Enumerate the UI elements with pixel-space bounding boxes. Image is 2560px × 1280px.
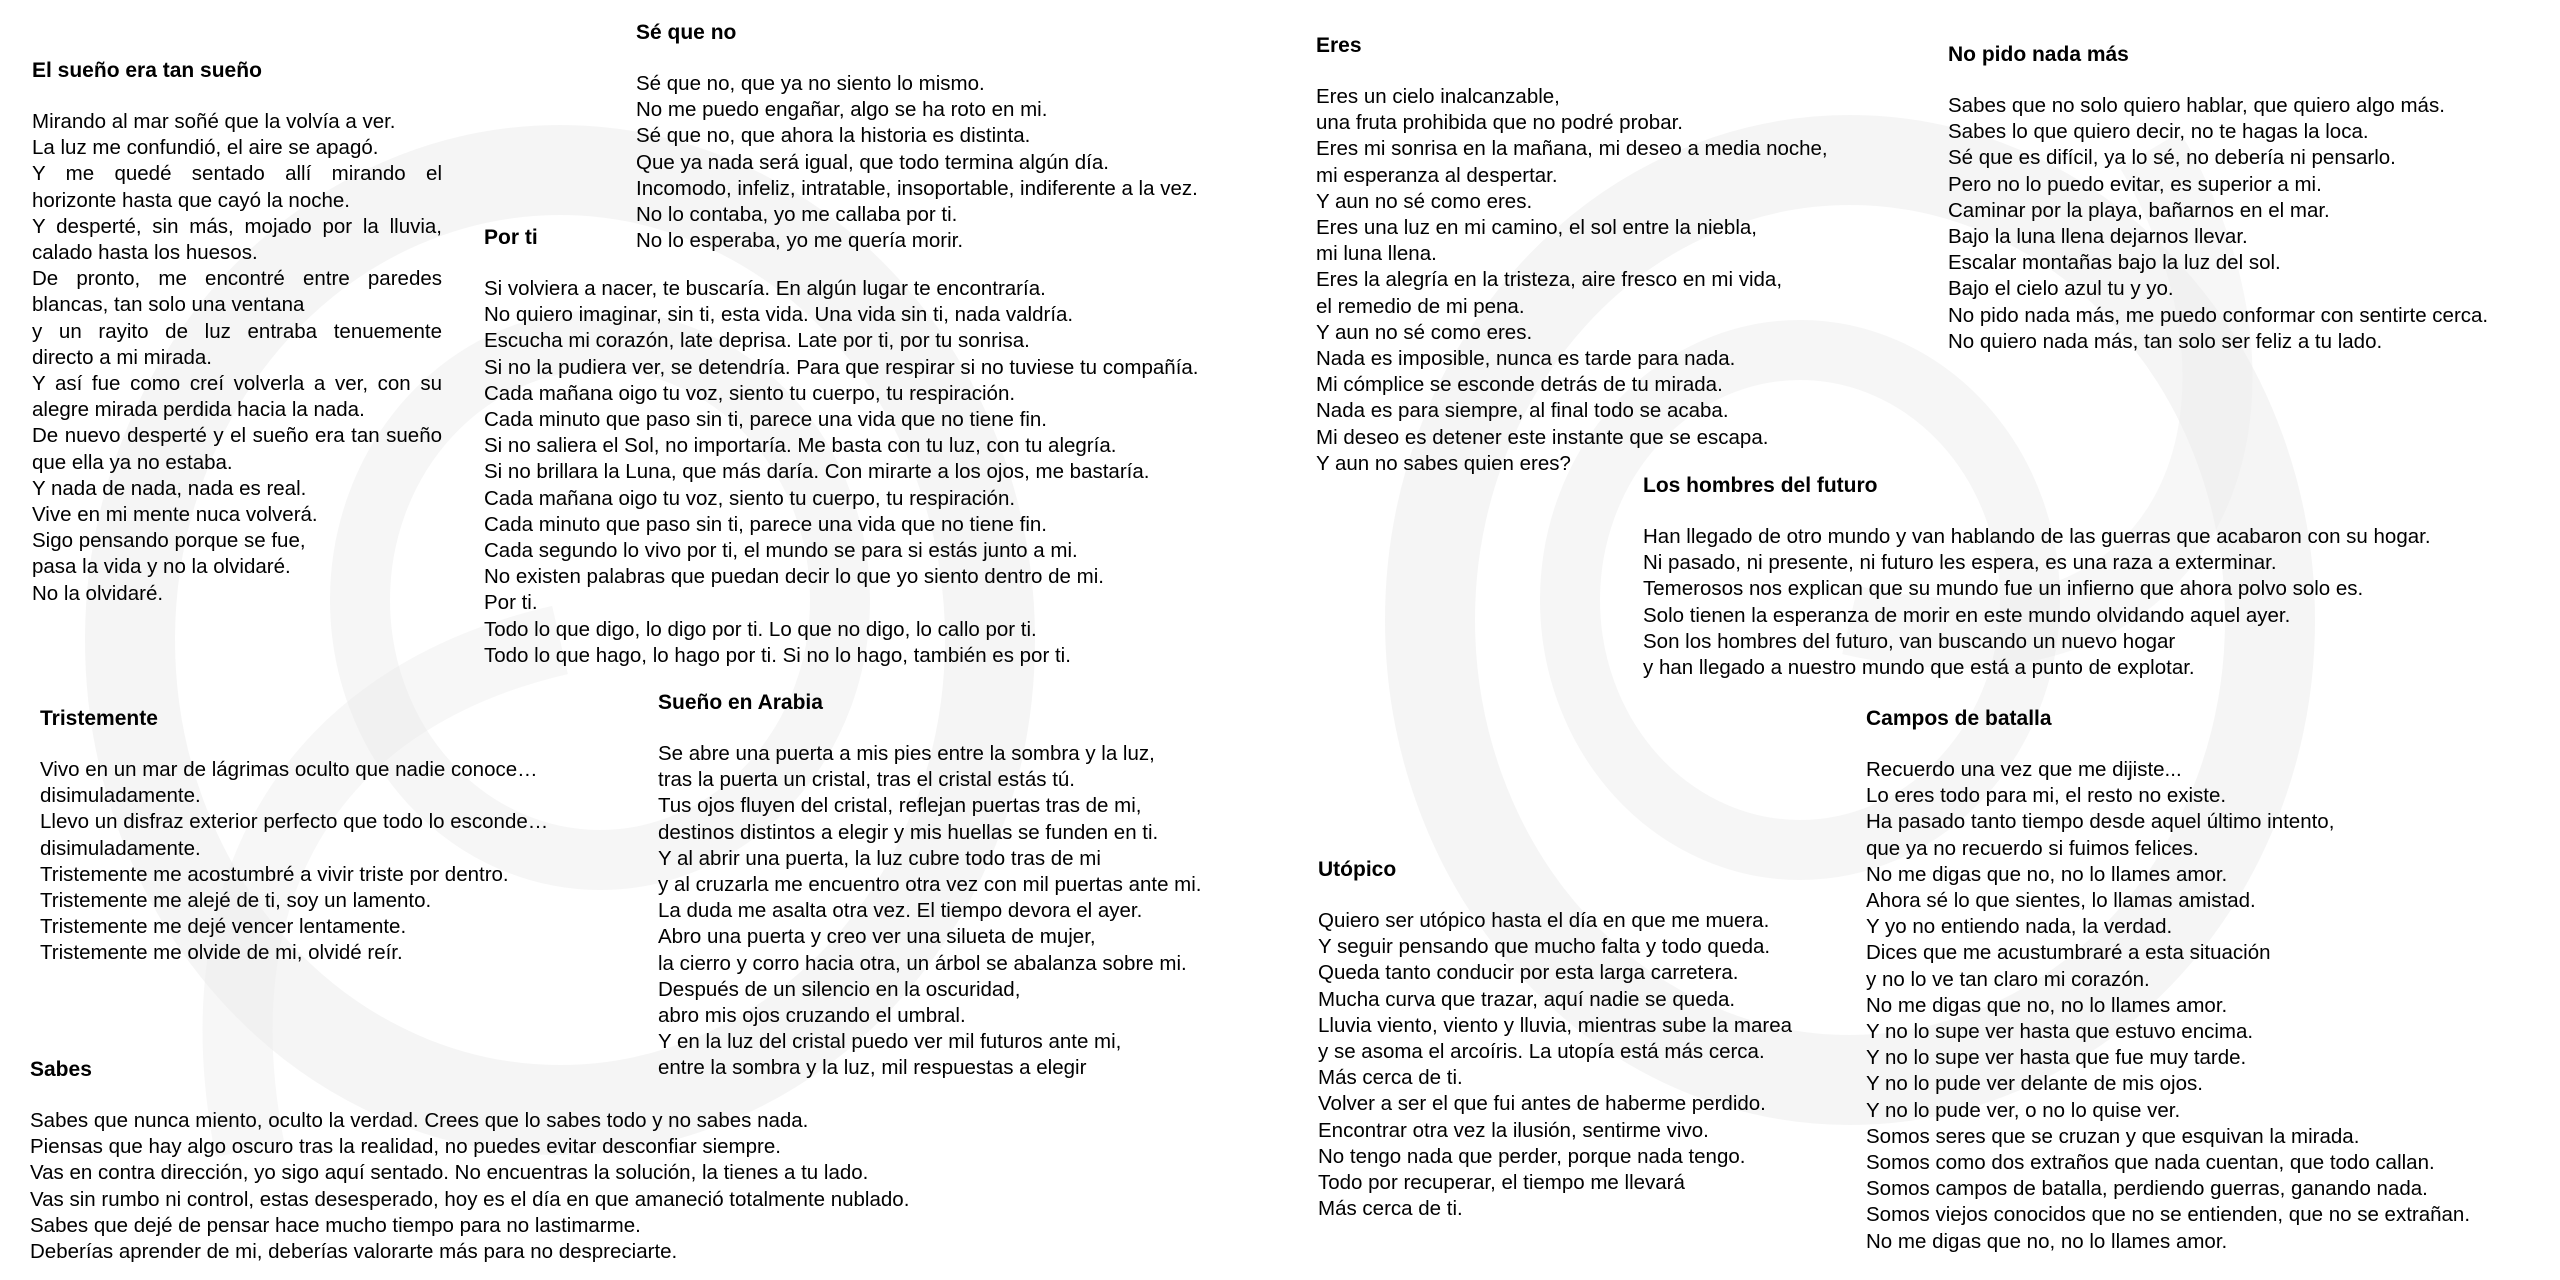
poem-line: Encontrar otra vez la ilusión, sentirme vivo. bbox=[1318, 1118, 1709, 1142]
poem-line: Y desperté, sin más, mojado por la lluvia, calado hasta los huesos. bbox=[32, 214, 442, 265]
poem-sabes bbox=[30, 1057, 909, 1265]
poem-el-sueno-era-tan-sueno bbox=[32, 58, 442, 607]
poem-line: Abro una puerta y creo ver una silueta de mujer, bbox=[658, 925, 1096, 949]
poem-line: Y nada de nada, nada es real. bbox=[32, 476, 307, 500]
poem-line: Piensas que hay algo oscuro tras la realidad, no puedes evitar desconfiar siempre. bbox=[30, 1135, 781, 1159]
poem-line: y no lo ve tan claro mi corazón. bbox=[1866, 967, 2150, 991]
poem-line: No me digas que no, no lo llames amor. bbox=[1866, 862, 2228, 886]
poem-line: Nada es para siempre, al final todo se acaba. bbox=[1316, 399, 1729, 423]
poem-line: y al cruzarla me encuentro otra vez con mil puertas ante mi. bbox=[658, 873, 1202, 897]
poem-line: Mirando al mar soñé que la volvía a ver. bbox=[32, 110, 396, 133]
poem-eres bbox=[1316, 33, 1828, 477]
poem-tristemente bbox=[40, 706, 548, 967]
poem-line: No pido nada más, me puedo conformar con sentirte cerca. bbox=[1948, 303, 2489, 327]
poem-line: Cada minuto que paso sin ti, parece una vida que no tiene fin. bbox=[484, 512, 1047, 536]
poem-line: Caminar por la playa, bañarnos en el mar. bbox=[1948, 198, 2330, 222]
poem-line: Somos como dos extraños que nada cuentan, que todo callan. bbox=[1866, 1151, 2435, 1175]
poem-title: Sabes bbox=[30, 1058, 92, 1081]
poem-line: tras la puerta un cristal, tras el cristal estás tú. bbox=[658, 768, 1075, 792]
poem-line: Volver a ser el que fui antes de haberme perdido. bbox=[1318, 1092, 1766, 1116]
poem-line: el remedio de mi pena. bbox=[1316, 294, 1525, 318]
poem-line: Todo lo que digo, lo digo por ti. Lo que no digo, lo callo por ti. bbox=[484, 617, 1037, 641]
poem-line: Tristemente me alejé de ti, soy un lamento. bbox=[40, 889, 432, 913]
poem-line: Vivo en un mar de lágrimas oculto que nadie conoce… bbox=[40, 758, 538, 781]
poem-title: Tristemente bbox=[40, 707, 158, 730]
poem-line: que ya no recuerdo si fuimos felices. bbox=[1866, 836, 2199, 860]
poem-campos-de-batalla bbox=[1866, 706, 2470, 1255]
poem-line: Más cerca de ti. bbox=[1318, 1197, 1463, 1221]
poem-por-ti bbox=[484, 225, 1199, 669]
poem-line: Bajo el cielo azul tu y yo. bbox=[1948, 277, 2174, 301]
poem-line: Han llegado de otro mundo y van hablando de las guerras que acabaron con su hogar. bbox=[1643, 525, 2431, 548]
poem-line: Y así fue como creí volverla a ver, con su alegre mirada perdida hacia la nada. bbox=[32, 372, 442, 422]
poem-line: destinos distintos a elegir y mis huellas se funden en ti. bbox=[658, 820, 1159, 844]
poem-line: Sé que es difícil, ya lo sé, no debería ni pensarlo. bbox=[1948, 146, 2396, 170]
poem-line: Y aun no sabes quien eres? bbox=[1316, 451, 1571, 475]
poem-line: Tristemente me olvide de mi, olvidé reír. bbox=[40, 941, 403, 965]
poem-line: Después de un silencio en la oscuridad, bbox=[658, 977, 1021, 1001]
poem-line: No quiero imaginar, sin ti, esta vida. Una vida sin ti, nada valdría. bbox=[484, 303, 1074, 327]
poem-line: Quiero ser utópico hasta el día en que me muera. bbox=[1318, 909, 1770, 932]
poem-line: Vas en contra dirección, yo sigo aquí sentado. No encuentras la solución, la tienes a tu lado. bbox=[30, 1161, 869, 1185]
poem-line: Sigo pensando porque se fue, bbox=[32, 529, 306, 553]
poem-line: disimuladamente. bbox=[40, 784, 201, 808]
poem-line: Tristemente me dejé vencer lentamente. bbox=[40, 915, 407, 939]
poem-line: entre la sombra y la luz, mil respuestas a elegir bbox=[658, 1056, 1087, 1080]
poem-line: y han llegado a nuestro mundo que está a punto de explotar. bbox=[1643, 656, 2195, 680]
poem-line: La luz me confundió, el aire se apagó. bbox=[32, 136, 379, 160]
poem-line: y se asoma el arcoíris. La utopía está más cerca. bbox=[1318, 1040, 1765, 1064]
poem-line: Cada segundo lo vivo por ti, el mundo se para si estás junto a mi. bbox=[484, 539, 1078, 563]
poem-line: Más cerca de ti. bbox=[1318, 1066, 1463, 1090]
poem-line: No lo contaba, yo me callaba por ti. bbox=[636, 203, 958, 227]
poem-line: Somos campos de batalla, perdiendo guerras, ganando nada. bbox=[1866, 1177, 2428, 1201]
poem-line: Y yo no entiendo nada, la verdad. bbox=[1866, 915, 2173, 939]
poem-title: Por ti bbox=[484, 226, 538, 249]
poem-line: Escalar montañas bajo la luz del sol. bbox=[1948, 251, 2281, 275]
poem-line: Eres mi sonrisa en la mañana, mi deseo a media noche, bbox=[1316, 137, 1828, 161]
poem-line: Vive en mi mente nuca volverá. bbox=[32, 503, 318, 527]
poem-sueno-en-arabia bbox=[658, 690, 1202, 1082]
poem-line: Se abre una puerta a mis pies entre la sombra y la luz, bbox=[658, 742, 1155, 765]
poem-line: No quiero nada más, tan solo ser feliz a tu lado. bbox=[1948, 329, 2383, 353]
poem-line: De pronto, me encontré entre paredes blancas, tan solo una ventana bbox=[32, 267, 442, 317]
poem-line: Que ya nada será igual, que todo termina algún día. bbox=[636, 150, 1109, 174]
poem-title: Campos de batalla bbox=[1866, 707, 2052, 730]
poem-line: Ni pasado, ni presente, ni futuro les espera, es una raza a exterminar. bbox=[1643, 551, 2277, 575]
poem-title: Sueño en Arabia bbox=[658, 691, 823, 714]
poem-line: Sabes que no solo quiero hablar, que quiero algo más. bbox=[1948, 94, 2445, 117]
poem-line: Temerosos nos explican que su mundo fue un infierno que ahora polvo solo es. bbox=[1643, 577, 2364, 601]
poem-line: No existen palabras que puedan decir lo que yo siento dentro de mi. bbox=[484, 565, 1104, 589]
poem-line: Y al abrir una puerta, la luz cubre todo tras de mi bbox=[658, 846, 1101, 870]
poem-line: Todo lo que hago, lo hago por ti. Si no lo hago, también es por ti. bbox=[484, 643, 1071, 667]
poem-utopico bbox=[1318, 857, 1792, 1222]
poem-line: Y no lo pude ver delante de mis ojos. bbox=[1866, 1072, 2203, 1096]
poem-line: No me puedo engañar, algo se ha roto en mi. bbox=[636, 98, 1048, 122]
poem-line: Todo por recuperar, el tiempo me llevará bbox=[1318, 1171, 1685, 1195]
poem-line: Eres la alegría en la tristeza, aire fresco en mi vida, bbox=[1316, 268, 1783, 292]
poem-line: No lo esperaba, yo me quería morir. bbox=[636, 229, 964, 253]
poem-line: Si no la pudiera ver, se detendría. Para que respirar si no tuviese tu compañía. bbox=[484, 355, 1199, 379]
poem-line: Sabes que nunca miento, oculto la verdad. Crees que lo sabes todo y no sabes nada. bbox=[30, 1109, 809, 1132]
poem-line: Cada minuto que paso sin ti, parece una vida que no tiene fin. bbox=[484, 408, 1047, 432]
poem-line: Ha pasado tanto tiempo desde aquel último intento, bbox=[1866, 810, 2335, 834]
poem-line: Son los hombres del futuro, van buscando un nuevo hogar bbox=[1643, 629, 2176, 653]
poem-line: Sabes que dejé de pensar hace mucho tiempo para no lastimarme. bbox=[30, 1213, 641, 1237]
poem-line: disimuladamente. bbox=[40, 836, 201, 860]
poem-line: Solo tienen la esperanza de morir en este mundo olvidando aquel ayer. bbox=[1643, 603, 2291, 627]
poem-line: abro mis ojos cruzando el umbral. bbox=[658, 1004, 966, 1028]
poem-line: Si no saliera el Sol, no importaría. Me basta con tu luz, con tu alegría. bbox=[484, 434, 1117, 458]
poem-line: Vas sin rumbo ni control, estas desesperado, hoy es el día en que amaneció totalmente nublado. bbox=[30, 1187, 910, 1211]
poem-line: Por ti. bbox=[484, 591, 538, 615]
poem-line: De nuevo desperté y el sueño era tan sueño que ella ya no estaba. bbox=[32, 424, 442, 474]
poem-los-hombres-del-futuro bbox=[1643, 473, 2431, 681]
poem-line: Eres un cielo inalcanzable, bbox=[1316, 85, 1560, 108]
poem-line: Somos seres que se cruzan y que esquivan la mirada. bbox=[1866, 1124, 2360, 1148]
poem-line: Eres una luz en mi camino, el sol entre la niebla, bbox=[1316, 216, 1757, 240]
poem-line: Tristemente me acostumbré a vivir triste por dentro. bbox=[40, 862, 509, 886]
poem-line: una fruta prohibida que no podré probar. bbox=[1316, 111, 1683, 135]
poem-title: No pido nada más bbox=[1948, 43, 2129, 66]
poem-line: Dices que me acustumbraré a esta situación bbox=[1866, 941, 2271, 965]
poem-line: Cada mañana oigo tu voz, siento tu cuerpo, tu respiración. bbox=[484, 381, 1016, 405]
poem-line: Mucha curva que trazar, aquí nadie se queda. bbox=[1318, 987, 1736, 1011]
poem-line: Sé que no, que ahora la historia es distinta. bbox=[636, 124, 1031, 148]
poem-line: Y aun no sé como eres. bbox=[1316, 320, 1533, 344]
poem-title: Utópico bbox=[1318, 858, 1397, 881]
poem-line: Sabes lo que quiero decir, no te hagas la loca. bbox=[1948, 120, 2369, 144]
poem-title: El sueño era tan sueño bbox=[32, 59, 262, 82]
poem-line: Y en la luz del cristal puedo ver mil futuros ante mi, bbox=[658, 1030, 1122, 1054]
poem-line: La duda me asalta otra vez. El tiempo devora el ayer. bbox=[658, 899, 1143, 923]
poem-line: la cierro y corro hacia otra, un árbol se abalanza sobre mi. bbox=[658, 951, 1187, 975]
poem-line: Somos viejos conocidos que no se entienden, que no se extrañan. bbox=[1866, 1203, 2471, 1227]
poem-line: Y no lo supe ver hasta que fue muy tarde. bbox=[1866, 1046, 2247, 1070]
poem-line: No la olvidaré. bbox=[32, 581, 164, 605]
poem-line: Escucha mi corazón, late deprisa. Late por ti, por tu sonrisa. bbox=[484, 329, 1030, 353]
poem-line: Ahora sé lo que sientes, lo llamas amistad. bbox=[1866, 889, 2256, 913]
poem-line: Y me quedé sentado allí mirando el horizonte hasta que cayó la noche. bbox=[32, 162, 442, 212]
poem-line: Mi deseo es detener este instante que se escapa. bbox=[1316, 425, 1769, 449]
poem-line: Si volviera a nacer, te buscaría. En algún lugar te encontraría. bbox=[484, 277, 1046, 300]
poem-line: Recuerdo una vez que me dijiste... bbox=[1866, 758, 2182, 781]
poem-line: No me digas que no, no lo llames amor. bbox=[1866, 993, 2228, 1017]
poem-line: mi esperanza al despertar. bbox=[1316, 163, 1558, 187]
poem-title: Eres bbox=[1316, 34, 1362, 57]
poem-se-que-no bbox=[636, 20, 1198, 254]
poem-line: No me digas que no, no lo llames amor. bbox=[1866, 1229, 2228, 1253]
poem-line: Mi cómplice se esconde detrás de tu mirada. bbox=[1316, 373, 1723, 397]
poem-line: Bajo la luna llena dejarnos llevar. bbox=[1948, 225, 2248, 249]
poem-line: y un rayito de luz entraba tenuemente directo a mi mirada. bbox=[32, 319, 442, 369]
poem-line: Si no brillara la Luna, que más daría. Con mirarte a los ojos, me bastaría. bbox=[484, 460, 1150, 484]
poem-line: pasa la vida y no la olvidaré. bbox=[32, 555, 291, 579]
poem-line: Cada mañana oigo tu voz, siento tu cuerpo, tu respiración. bbox=[484, 486, 1016, 510]
poem-title: Sé que no bbox=[636, 21, 737, 44]
poem-title: Los hombres del futuro bbox=[1643, 474, 1878, 497]
poem-line: mi luna llena. bbox=[1316, 242, 1437, 266]
poem-line: Queda tanto conducir por esta larga carretera. bbox=[1318, 961, 1739, 985]
poem-line: Y no lo pude ver, o no lo quise ver. bbox=[1866, 1098, 2181, 1122]
poem-no-pido-nada-mas bbox=[1948, 42, 2488, 355]
poem-line: Tus ojos fluyen del cristal, reflejan puertas tras de mi, bbox=[658, 794, 1142, 818]
poem-line: Y aun no sé como eres. bbox=[1316, 189, 1533, 213]
poem-line: No tengo nada que perder, porque nada tengo. bbox=[1318, 1144, 1746, 1168]
poem-line: Lluvia viento, viento y lluvia, mientras sube la marea bbox=[1318, 1013, 1793, 1037]
poem-line: Nada es imposible, nunca es tarde para nada. bbox=[1316, 347, 1736, 371]
poem-line: Sé que no, que ya no siento lo mismo. bbox=[636, 72, 985, 95]
poem-line: Incomodo, infeliz, intratable, insoportable, indiferente a la vez. bbox=[636, 176, 1198, 200]
poem-line: Llevo un disfraz exterior perfecto que todo lo esconde… bbox=[40, 810, 549, 834]
poem-line: Lo eres todo para mi, el resto no existe. bbox=[1866, 784, 2227, 808]
poem-line: Deberías aprender de mi, deberías valorarte más para no despreciarte. bbox=[30, 1240, 678, 1264]
poem-line: Pero no lo puedo evitar, es superior a mi. bbox=[1948, 172, 2322, 196]
poem-line: Y seguir pensando que mucho falta y todo queda. bbox=[1318, 935, 1771, 959]
poem-line: Y no lo supe ver hasta que estuvo encima. bbox=[1866, 1020, 2254, 1044]
